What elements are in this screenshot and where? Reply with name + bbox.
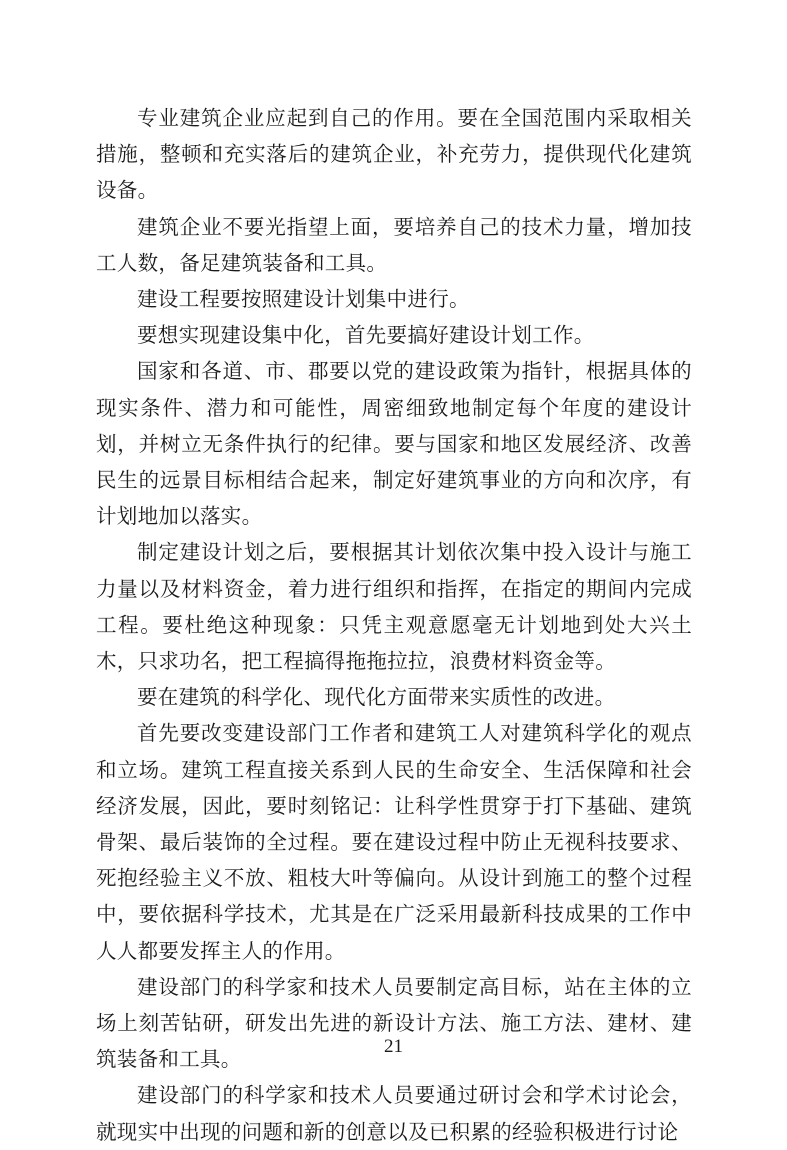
page-body	[96, 100, 692, 1150]
paragraph-4: 要想实现建设集中化，首先要搞好建设计划工作。	[137, 323, 595, 348]
paragraph-2: 建筑企业不要光指望上面，要培养自己的技术力量，增加技工人数，备足建筑装备和工具。	[96, 214, 692, 275]
paragraph-1: 专业建筑企业应起到自己的作用。要在全国范围内采取相关措施，整顿和充实落后的建筑企业，补充劳力，提供现代化建筑设备。	[96, 106, 692, 203]
paragraph-7: 要在建筑的科学化、现代化方面带来实质性的改进。	[137, 685, 616, 710]
paragraph-5: 国家和各道、市、郡要以党的建设政策为指针，根据具体的现实条件、潜力和可能性，周密细致地制定每个年度的建设计划，并树立无条件执行的纪律。要与国家和地区发展经济、改善民生的远景目标相结合起来，制定好建筑事业的方向和次序，有计划地加以落实。	[96, 359, 692, 529]
paragraph-10: 建设部门的科学家和技术人员要通过研讨会和学术讨论会，就现实中出现的问题和新的创意以及已积累的经验积极进行讨论	[96, 1083, 692, 1144]
paragraph-3: 建设工程要按照建设计划集中进行。	[137, 287, 470, 312]
page-number: 21	[384, 1036, 403, 1057]
paragraph-8: 首先要改变建设部门工作者和建筑工人对建筑科学化的观点和立场。建筑工程直接关系到人民的生命安全、生活保障和社会经济发展，因此，要时刻铭记：让科学性贯穿于打下基础、建筑骨架、最后装饰的全过程。要在建设过程中防止无视科技要求、死抱经验主义不放、粗枝大叶等偏向。从设计到施工的整个过程中，要依据科学技术，尤其是在广泛采用最新科技成果的工作中人人都要发挥主人的作用。	[96, 721, 692, 963]
paragraph-6: 制定建设计划之后，要根据其计划依次集中投入设计与施工力量以及材料资金，着力进行组织和指挥，在指定的期间内完成工程。要杜绝这种现象：只凭主观意愿毫无计划地到处大兴土木，只求功名，把工程搞得拖拖拉拉，浪费材料资金等。	[96, 540, 692, 674]
paragraph-9: 建设部门的科学家和技术人员要制定高目标，站在主体的立场上刻苦钻研，研发出先进的新设计方法、施工方法、建材、建筑装备和工具。	[96, 974, 692, 1072]
